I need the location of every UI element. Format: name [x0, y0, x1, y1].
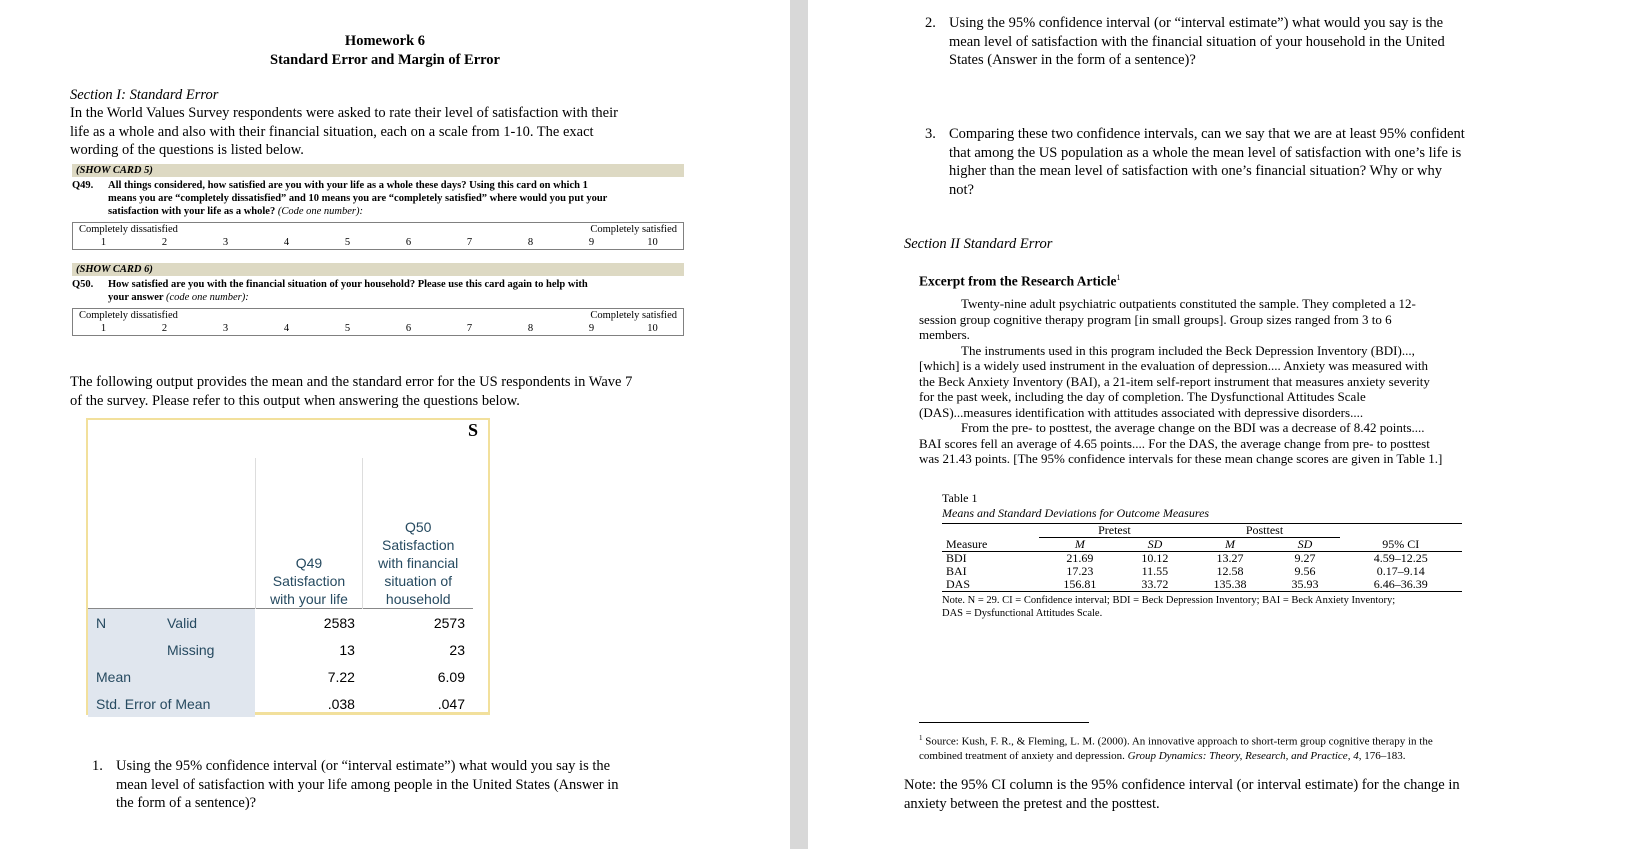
q50-code-note: (code one number):	[165, 292, 249, 303]
scale-number: 3	[222, 237, 229, 248]
cell-value: .047	[437, 695, 465, 712]
col-q49-line: Q49	[295, 555, 323, 571]
table-cell: BAI	[946, 564, 967, 578]
article-line: The instruments used in this program included the Beck Depression Inventory (BDI)...,	[961, 342, 1415, 358]
q49-line: means you are “completely dissatisfied” and 10 means you are “completely satisfied” where would you put your	[108, 193, 608, 204]
question-line: States (Answer in the form of a sentence)?	[949, 52, 1196, 68]
table-row	[942, 552, 1462, 566]
row-group-empty	[88, 636, 159, 663]
scale-number: 10	[647, 237, 658, 248]
col-q49-line: with your life	[270, 591, 348, 607]
scale-number: 7	[466, 323, 473, 334]
table-1	[942, 491, 1462, 620]
scale-number: 2	[161, 323, 168, 334]
row-label-valid: Valid	[159, 609, 255, 637]
intro-line: wording of the questions is listed below.	[70, 142, 304, 158]
question-3	[925, 125, 1525, 199]
question-2-text	[949, 14, 1445, 70]
spss-row	[88, 663, 473, 690]
table-cell: 33.72	[1141, 577, 1169, 591]
ci-note-line: Note: the 95% CI column is the 95% confidence interval (or interval estimate) for the change in	[904, 777, 1460, 793]
scale-number: 1	[100, 237, 107, 248]
cell-value: .038	[327, 695, 355, 712]
q50-line: How satisfied are you with the financial situation of your household? Please use this card again to help with	[108, 279, 588, 290]
table-cell: 10.12	[1141, 551, 1169, 565]
outcome-table	[942, 523, 1462, 592]
row-label-std-error: Std. Error of Mean	[88, 690, 255, 717]
spss-row	[88, 690, 473, 717]
table-note-line: DAS = Dysfunctional Attitudes Scale.	[942, 608, 1103, 619]
table-cell: DAS	[946, 577, 971, 591]
article-excerpt	[919, 296, 1499, 467]
output-intro-line: The following output provides the mean and the standard error for the US respondents in Wave 7	[70, 374, 633, 390]
document-page-right	[808, 0, 1627, 849]
scale-number: 7	[466, 237, 473, 248]
q50-text	[108, 278, 588, 304]
question-line: that among the US population as a whole the mean level of satisfaction with one’s life is	[949, 144, 1462, 161]
cell-value: 6.09	[437, 668, 465, 685]
table-header: M	[1074, 537, 1085, 551]
table-cell: 4.59–12.25	[1373, 551, 1428, 565]
question-number: 3.	[925, 126, 936, 142]
q49-scale-numbers	[73, 236, 683, 249]
table-header: M	[1224, 537, 1235, 551]
q50-scale-labels	[73, 309, 683, 322]
article-line: was 21.43 points. [The 95% confidence intervals for these mean change scores are given in Table 1.]	[919, 451, 1443, 466]
title-line-1: Homework 6	[344, 33, 426, 49]
question-line: Using the 95% confidence interval (or “interval estimate”) what would you say is the	[116, 758, 611, 774]
question-line: mean level of satisfaction with your life among people in the United States (Answer in	[116, 776, 619, 793]
row-group-n: N	[88, 609, 159, 637]
question-number: 2.	[925, 15, 936, 31]
section1-heading: Section I: Standard Error	[70, 87, 219, 103]
article-line: for the past week, including the day of completion. The Dysfunctional Attitudes Scale	[919, 389, 1366, 404]
cell-value: 7.22	[327, 668, 355, 685]
q50-number: Q50.	[72, 279, 94, 290]
col-q50-line: household	[385, 591, 451, 607]
scale-number: 10	[647, 323, 658, 334]
table-cell: 0.17–9.14	[1376, 564, 1425, 578]
article-line: Twenty-nine adult psychiatric outpatients constituted the sample. They completed a 12-	[961, 296, 1416, 311]
col-q49-line: Satisfaction	[272, 573, 346, 589]
excerpt-heading	[919, 273, 1120, 290]
table-header: SD	[1147, 537, 1163, 551]
excerpt-heading-text: Excerpt from the Research Article	[919, 273, 1117, 289]
article-line: [which] is a widely used instrument in the evaluation of depression.... Anxiety was measured with	[919, 358, 1429, 373]
q50-block	[72, 263, 684, 336]
intro-line: In the World Values Survey respondents were asked to rate their level of satisfaction with their	[70, 105, 618, 121]
table-cell: 9.27	[1294, 551, 1316, 565]
spss-output-table	[86, 418, 490, 715]
section2-heading: Section II Standard Error	[904, 236, 1053, 252]
spss-row	[88, 636, 473, 663]
table-header: Measure	[946, 536, 988, 551]
spss-corner	[88, 458, 255, 609]
pretest-header: Pretest	[1039, 524, 1189, 538]
article-line: the Beck Anxiety Inventory (BAI), a 21-item self-report instrument that measures anxiety severity	[919, 373, 1430, 389]
cell-value: 2573	[433, 614, 465, 631]
output-intro-line: of the survey. Please refer to this output when answering the questions below.	[70, 392, 520, 409]
stray-glyph: S	[468, 420, 479, 440]
question-line: the form of a sentence)?	[116, 795, 257, 811]
show-card-6: (SHOW CARD 6)	[72, 263, 684, 276]
scale-number: 6	[405, 237, 412, 248]
show-card-5: (SHOW CARD 5)	[72, 164, 684, 177]
q50-line	[108, 291, 588, 304]
table-cell-empty	[942, 524, 1039, 538]
table-header-row	[942, 538, 1462, 552]
table-cell: 6.46–36.39	[1373, 577, 1428, 591]
homework-title	[0, 32, 770, 69]
q49-line-text: satisfaction with your life as a whole?	[108, 206, 276, 217]
row-label-missing: Missing	[159, 636, 255, 663]
table-row	[942, 578, 1462, 592]
question-line: Comparing these two confidence intervals, can we say that we are at least 95% confident	[949, 126, 1465, 142]
scale-number: 3	[222, 323, 229, 334]
footnote-separator	[919, 722, 1089, 723]
intro-line: life as a whole and also with their financial situation, each on a scale from 1-10. The exact	[70, 123, 594, 140]
col-q50-line: situation of	[384, 573, 453, 589]
table-group-header	[942, 524, 1462, 538]
q49-number: Q49.	[72, 180, 94, 191]
question-2	[925, 14, 1505, 70]
footnote-source: Source: Kush, F. R., & Fleming, L. M. (2000). An innovative approach to short-term group cognitive therapy in the	[925, 735, 1433, 748]
col-q50-line: Q50	[404, 519, 432, 535]
posttest-header: Posttest	[1189, 524, 1339, 538]
scale-number: 8	[527, 323, 534, 334]
scale-number: 2	[161, 237, 168, 248]
question-number: 1.	[92, 758, 103, 774]
table-note	[942, 594, 1462, 620]
page-gutter	[790, 0, 808, 849]
excerpt-footnote-marker: 1	[1116, 273, 1121, 282]
scale-number: 8	[527, 237, 534, 248]
table-cell: 135.38	[1213, 577, 1247, 591]
q49-line	[108, 205, 607, 218]
scale-number: 5	[344, 323, 351, 334]
ci-note-line: anxiety between the pretest and the posttest.	[904, 795, 1160, 812]
q49-line: All things considered, how satisfied are you with your life as a whole these days? Using this card on which 1	[108, 180, 588, 191]
article-line: members.	[919, 327, 970, 342]
q49-question	[72, 179, 684, 218]
q50-scale-numbers	[73, 322, 683, 335]
article-line: From the pre- to posttest, the average change on the BDI was a decrease of 8.42 points....	[961, 420, 1425, 435]
intro-paragraph	[70, 104, 700, 160]
table-cell: 156.81	[1063, 577, 1097, 591]
table-label: Table 1	[942, 491, 978, 505]
col-q50-line: with financial	[378, 555, 459, 571]
scale-number: 6	[405, 323, 412, 334]
document-page-left	[0, 0, 790, 849]
q50-scale-card	[72, 308, 684, 336]
table-note-line: Note. N = 29. CI = Confidence interval; BDI = Beck Depression Inventory; BAI = Beck Anxiety Inventory;	[942, 595, 1396, 606]
question-1	[92, 757, 692, 813]
footnote-text: combined treatment of anxiety and depression.	[919, 749, 1125, 762]
q49-high-label: Completely satisfied	[590, 224, 677, 235]
table-header: 95% CI	[1382, 536, 1420, 551]
q49-low-label: Completely dissatisfied	[79, 224, 178, 235]
spss-header-row	[88, 458, 473, 609]
table-cell: 9.56	[1294, 564, 1316, 578]
table-cell-empty	[1340, 524, 1462, 538]
question-3-text	[949, 125, 1465, 199]
q50-line-text: your answer	[108, 292, 164, 303]
table-header: SD	[1297, 537, 1313, 551]
scale-number: 5	[344, 237, 351, 248]
q50-question	[72, 278, 684, 304]
footnote-journal: Group Dynamics: Theory, Research, and Practice, 4,	[1127, 749, 1362, 762]
row-label-mean: Mean	[88, 663, 255, 690]
footnote-marker: 1	[919, 734, 923, 742]
article-line: (DAS)...measures identification with attitudes associated with depressive disorders....	[919, 404, 1364, 420]
cell-value: 23	[449, 641, 465, 658]
spss-row	[88, 609, 473, 637]
cell-value: 2583	[323, 614, 355, 631]
question-line: not?	[949, 181, 974, 198]
q50-high-label: Completely satisfied	[590, 310, 677, 321]
table-cell: 21.69	[1066, 551, 1094, 565]
question-line: mean level of satisfaction with the financial situation of your household in the United	[949, 33, 1445, 50]
q50-low-label: Completely dissatisfied	[79, 310, 178, 321]
table-cell: 17.23	[1066, 564, 1094, 578]
cell-value: 13	[339, 641, 355, 658]
col-q49	[255, 458, 363, 609]
output-intro	[70, 373, 710, 410]
table-cell: 11.55	[1141, 564, 1169, 578]
question-line: Using the 95% confidence interval (or “interval estimate”) what would you say is the	[949, 15, 1444, 31]
footnote-line	[919, 731, 1519, 749]
q49-scale-card	[72, 222, 684, 250]
col-q50-line: Satisfaction	[382, 537, 455, 553]
question-1-text	[116, 757, 619, 813]
scale-number: 1	[100, 323, 107, 334]
footnote	[919, 731, 1519, 763]
table-cell: 13.27	[1216, 551, 1244, 565]
table-cell: 35.93	[1291, 577, 1319, 591]
table-caption: Means and Standard Deviations for Outcome Measures	[942, 506, 1210, 520]
table-cell: BDI	[946, 551, 967, 565]
footnote-line	[919, 749, 1519, 763]
q49-block	[72, 164, 684, 250]
scale-number: 9	[588, 323, 595, 334]
scale-number: 9	[588, 237, 595, 248]
article-line: BAI scores fell an average of 4.65 points.... For the DAS, the average change from pre- to posttest	[919, 435, 1430, 451]
title-line-2: Standard Error and Margin of Error	[270, 51, 500, 68]
q49-scale-labels	[73, 223, 683, 236]
ci-note	[904, 776, 1524, 813]
q49-code-note: (Code one number):	[277, 206, 364, 217]
question-line: higher than the mean level of satisfaction with one’s financial situation? Why or why	[949, 163, 1442, 179]
article-line: session group cognitive therapy program [in small groups]. Group sizes ranged from 3 to 6	[919, 311, 1392, 327]
scale-number: 4	[283, 323, 290, 334]
col-q50	[363, 458, 473, 609]
q49-text	[108, 179, 607, 218]
spss-table	[88, 458, 473, 717]
scale-number: 4	[283, 237, 290, 248]
table-cell: 12.58	[1216, 564, 1244, 578]
footnote-pages: 176–183.	[1364, 749, 1406, 762]
